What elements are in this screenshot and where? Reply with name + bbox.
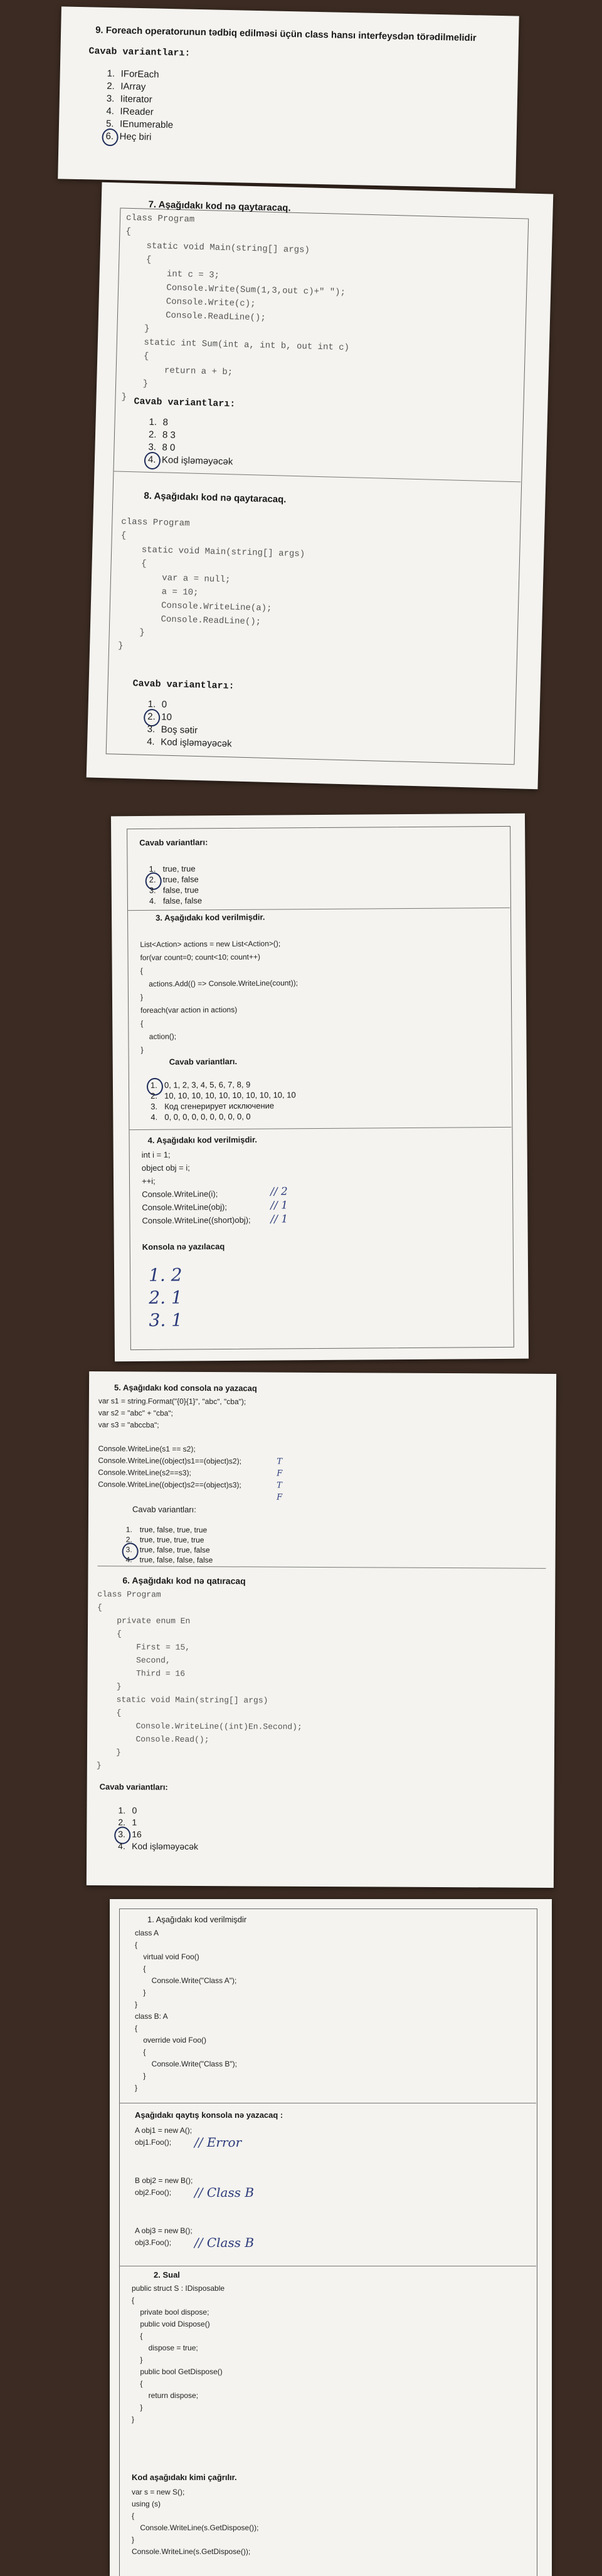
list-item: 2. 8 3 — [148, 429, 176, 441]
list-item: 5. IEnumerable — [105, 118, 174, 131]
top-options — [149, 863, 203, 906]
q1-case-1 — [135, 2125, 242, 2150]
list-item: 3. 8 0 — [148, 441, 176, 453]
list-item: 4. 0, 0, 0, 0, 0, 0, 0, 0, 0, 0 — [150, 1111, 251, 1122]
list-item: 1. 0 — [147, 698, 167, 710]
q1-case-code: B obj2 = new B(); obj2.Foo(); — [135, 2176, 193, 2197]
q5-options — [126, 1524, 213, 1565]
hw-line: F — [277, 1469, 283, 1479]
q6-options — [118, 1804, 198, 1853]
top-variants-label: Cavab variantları: — [139, 837, 208, 847]
q2-footer-code: var s = new S(); using (s) { Console.WriteLine(s.GetDispose()); } Console.WriteLine(s.GetDispose()); — [132, 2488, 259, 2556]
q1-case-2 — [135, 2175, 255, 2200]
q8-options — [147, 698, 233, 751]
q6-title: 6. Aşağıdakı kod nə qatıracaq — [122, 1575, 246, 1586]
hw-line: // 1 — [270, 1199, 288, 1212]
q3-code: List<Action> actions = new List<Action>(); for(var count=0; count<10; count++) { actions.Add(() => Console.WriteLine(count)); } foreach(var action in actions) { action(); } — [140, 939, 298, 1054]
list-item: 1. true, false, true, true — [125, 1525, 208, 1535]
q4-console-label: Konsola nə yazılacaq — [142, 1242, 225, 1252]
q7-code: class Program { static void Main(string[] args) { int c = 3; Console.Write(Sum(1,3,out c)+" "); Console.Write(c); Console.ReadLine(); } static int Sum(int a, int b, out int c) { return a + b; } } — [121, 212, 350, 402]
q6-code: class Program { private enum En { First = 15, Second, Third = 16 } static void Main(string[] args) { Console.WriteLine((int)En.Second); Console.Read(); } } — [96, 1589, 302, 1771]
q1-case-hw: // Error — [194, 2135, 242, 2150]
hw-line: T — [277, 1457, 283, 1467]
sheet-q3-q4 — [111, 814, 529, 1362]
q4-handwritten-side — [270, 1185, 288, 1226]
hw-line: F — [277, 1492, 283, 1502]
q5-title: 5. Aşağıdakı kod consola nə yazacaq — [114, 1383, 257, 1393]
q1-case-3 — [135, 2225, 255, 2250]
hw-line: T — [277, 1480, 282, 1490]
q3-options — [150, 1079, 296, 1123]
list-item: 3. Код сгенерирует исключение — [150, 1101, 275, 1111]
list-item: 2. true, false — [149, 874, 202, 885]
hw-line: // 2 — [270, 1185, 288, 1198]
q1-case-code: A obj1 = new A(); obj1.Foo(); — [135, 2126, 193, 2147]
list-item: 2. 1 — [118, 1817, 137, 1828]
q1-console-label: Aşağıdakı qaytış konsola nə yazacaq : — [135, 2110, 283, 2120]
list-item: 3. Iiterator — [106, 93, 152, 105]
q8-code: class Program { static void Main(string[] args) { var a = null; a = 10; Console.WriteLine(a); Console.ReadLine(); } } — [117, 516, 305, 651]
list-item: 3. false, true — [149, 885, 199, 895]
list-item: 4. true, false, false, false — [125, 1555, 213, 1565]
q7-title: 7. Aşağıdakı kod nə qaytaracaq. — [148, 199, 291, 214]
q8-variants-label: Cavab variantları: — [132, 678, 235, 692]
list-item: 3. 16 — [118, 1828, 198, 1841]
q1-code: class A { virtual void Foo() { Console.Write("Class A"); } } class B: A { override void Foo() { Console.Write("Class B"); } } — [135, 1929, 238, 2092]
q4-title: 4. Aşağıdakı kod verilmişdir. — [147, 1134, 258, 1145]
list-item: 1. true, true — [149, 864, 196, 874]
q3-variants-label: Cavab variantları. — [169, 1056, 238, 1067]
hw-line: 3. 1 — [149, 1309, 183, 1331]
q8-title: 8. Aşağıdakı kod nə qaytaracaq. — [144, 490, 287, 505]
q9-title: 9. Foreach operatorunun tədbiq edilməsi üçün class hansı interfeysdən törədilmelidir — [95, 24, 477, 44]
q1-case-code: A obj3 = new B(); obj3.Foo(); — [135, 2226, 193, 2247]
list-item: 3. Boş sətir — [147, 723, 198, 736]
sheet-q9 — [58, 6, 519, 188]
list-item: 4. Kod işləməyəcək — [148, 454, 233, 469]
q7-options — [148, 416, 234, 469]
q5-handwritten-marks — [277, 1456, 282, 1504]
q2-footer-label: Kod aşağıdakı kimi çağrılır. — [132, 2473, 237, 2482]
list-item: 2. IArray — [107, 80, 146, 93]
list-item: 4. Kod işləməyəcək — [146, 736, 232, 750]
list-item: 3. true, false, true, false — [126, 1544, 213, 1555]
q1-case-hw: // Class B — [194, 2185, 255, 2200]
hw-line: 2. 1 — [149, 1287, 182, 1308]
q5-variants-label: Cavab variantları: — [132, 1504, 196, 1514]
q1-title: 1. Aşağıdakı kod verilmişdir — [147, 1915, 247, 1924]
sheet-q5-q6 — [87, 1371, 556, 1888]
list-item: 2. true, true, true, true — [125, 1535, 204, 1545]
list-item: 2. 10, 10, 10, 10, 10, 10, 10, 10, 10, 10 — [150, 1090, 296, 1101]
q9-options — [105, 68, 174, 144]
sheet-q7-q8 — [87, 182, 554, 790]
list-item: 1. IForEach — [107, 68, 159, 80]
hw-line: 1. 2 — [148, 1264, 182, 1285]
list-item: 2. 10 — [147, 711, 233, 726]
q2-title: 2. Sual — [154, 2270, 180, 2280]
list-item: 1. 0, 1, 2, 3, 4, 5, 6, 7, 8, 9 — [150, 1079, 296, 1091]
hw-line: // 1 — [270, 1213, 288, 1226]
list-item: 4. false, false — [149, 896, 203, 906]
divider — [98, 1566, 546, 1569]
q6-variants-label: Cavab variantları: — [99, 1782, 168, 1792]
list-item: 4. Kod işləməyəcək — [118, 1841, 199, 1851]
q5-code: var s1 = string.Format("{0}{1}", "abc", "cba"); var s2 = "abc" + "cba"; var s3 = "abccba"; Console.WriteLine(s1 == s2); Console.WriteLine((object)s1==(object)s2); Console.WriteLine(s2==s3); Console.WriteLine((object)s2==(object)s3); — [98, 1396, 246, 1490]
list-item: 1. 8 — [149, 416, 169, 428]
q9-variants-label: Cavab variantları: — [88, 46, 191, 59]
list-item: 4. IReader — [106, 105, 154, 118]
q4-handwritten-answers — [149, 1264, 182, 1332]
q1-case-hw: // Class B — [194, 2235, 255, 2250]
sheet-q1-q2 — [110, 1899, 552, 2576]
q2-code: public struct S : IDisposable { private bool dispose; public void Dispose() { dispose = true; } public bool GetDispose() { return dispose; } } — [132, 2284, 225, 2424]
list-item: 6. Heç biri — [105, 130, 172, 144]
q7-variants-label: Cavab variantları: — [134, 396, 236, 410]
list-item: 1. 0 — [118, 1805, 137, 1816]
q4-code: int i = 1; object obj = i; ++i; Console.WriteLine(i); Console.WriteLine(obj); Console.WriteLine((short)obj); — [141, 1149, 251, 1225]
q3-title: 3. Aşağıdakı kod verilmişdir. — [156, 912, 265, 923]
